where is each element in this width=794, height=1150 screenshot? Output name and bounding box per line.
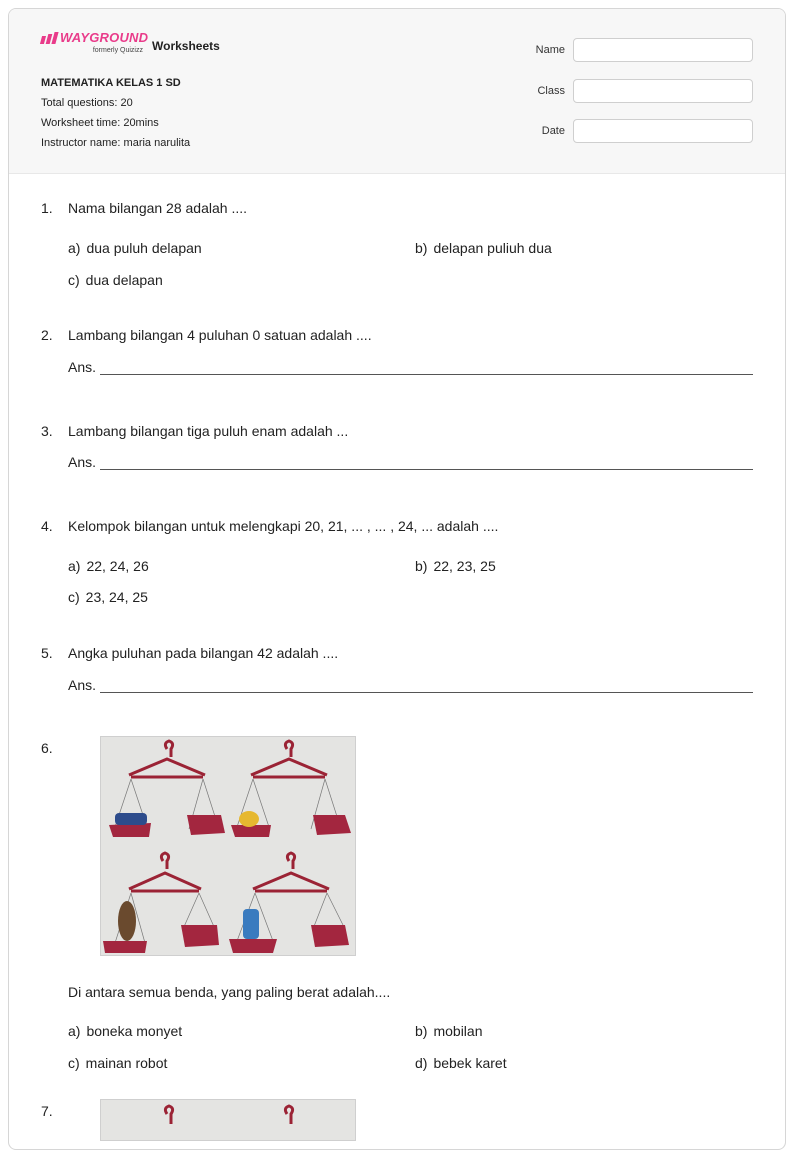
formerly-label: formerly Quizizz <box>92 47 143 54</box>
option-a[interactable]: a) boneka monyet <box>68 1023 183 1039</box>
brand <box>41 31 220 54</box>
worksheet-time: Worksheet time: 20mins <box>41 117 159 129</box>
date-input[interactable] <box>573 119 753 143</box>
logo-text: WAYGROUND <box>60 30 149 45</box>
name-field-row <box>536 38 753 62</box>
class-input[interactable] <box>573 79 753 103</box>
toy-car-icon <box>115 813 147 825</box>
balance-scales-image <box>100 736 356 956</box>
answer-blank[interactable] <box>100 455 753 470</box>
rubber-duck-icon <box>239 811 259 827</box>
instructor-name: Instructor name: maria narulita <box>41 137 191 149</box>
name-label: Name <box>535 44 565 56</box>
class-field-row <box>536 79 753 103</box>
question-text: Angka puluhan pada bilangan 42 adalah .... <box>68 645 339 661</box>
question-text: Lambang bilangan 4 puluhan 0 satuan adalah .... <box>68 327 372 343</box>
option-a[interactable]: a) 22, 24, 26 <box>68 558 149 574</box>
ans-label: Ans. <box>68 677 97 693</box>
question-number: 4. <box>41 518 53 534</box>
student-fields <box>536 38 753 160</box>
option-c[interactable]: c) mainan robot <box>68 1055 168 1071</box>
total-questions: Total questions: 20 <box>41 97 133 109</box>
question-text: Kelompok bilangan untuk melengkapi 20, 21, ... , ... , 24, ... adalah .... <box>68 518 499 534</box>
option-b[interactable]: b) mobilan <box>415 1023 483 1039</box>
question-number: 2. <box>41 327 53 343</box>
ans-label: Ans. <box>68 359 97 375</box>
question-7-image <box>100 1099 356 1141</box>
wayground-logo <box>41 30 149 45</box>
option-d[interactable]: d) bebek karet <box>415 1055 507 1071</box>
question-text: Nama bilangan 28 adalah .... <box>68 200 248 216</box>
answer-line[interactable] <box>68 677 753 693</box>
class-label: Class <box>537 84 565 97</box>
worksheet-header <box>9 9 785 174</box>
question-number: 7. <box>41 1103 53 1119</box>
answer-blank[interactable] <box>100 678 753 693</box>
question-number: 5. <box>41 645 53 661</box>
monkey-doll-icon <box>118 901 136 941</box>
logo-mark-icon <box>41 32 57 44</box>
option-b[interactable]: b) delapan puliuh dua <box>415 240 552 256</box>
answer-blank[interactable] <box>100 360 753 375</box>
answer-line[interactable] <box>68 359 753 375</box>
question-number: 6. <box>41 740 53 756</box>
question-text: Di antara semua benda, yang paling berat adalah.... <box>68 984 391 1000</box>
ans-label: Ans. <box>68 454 97 470</box>
date-field-row <box>536 119 753 143</box>
question-text: Lambang bilangan tiga puluh enam adalah ... <box>68 423 349 439</box>
toy-robot-icon <box>243 909 259 939</box>
option-a[interactable]: a) dua puluh delapan <box>68 240 202 256</box>
product-label: Worksheets <box>152 39 220 53</box>
question-number: 1. <box>41 200 53 216</box>
option-c[interactable]: c) dua delapan <box>68 272 163 288</box>
worksheet-title: MATEMATIKA KELAS 1 SD <box>41 77 181 89</box>
answer-line[interactable] <box>68 454 753 470</box>
date-label: Date <box>541 125 565 137</box>
worksheet <box>8 8 786 1150</box>
balance-scales-illustration <box>101 737 355 955</box>
question-number: 3. <box>41 423 53 439</box>
option-b[interactable]: b) 22, 23, 25 <box>415 558 496 574</box>
name-input[interactable] <box>573 38 753 62</box>
worksheet-meta <box>41 73 190 153</box>
option-c[interactable]: c) 23, 24, 25 <box>68 589 148 605</box>
